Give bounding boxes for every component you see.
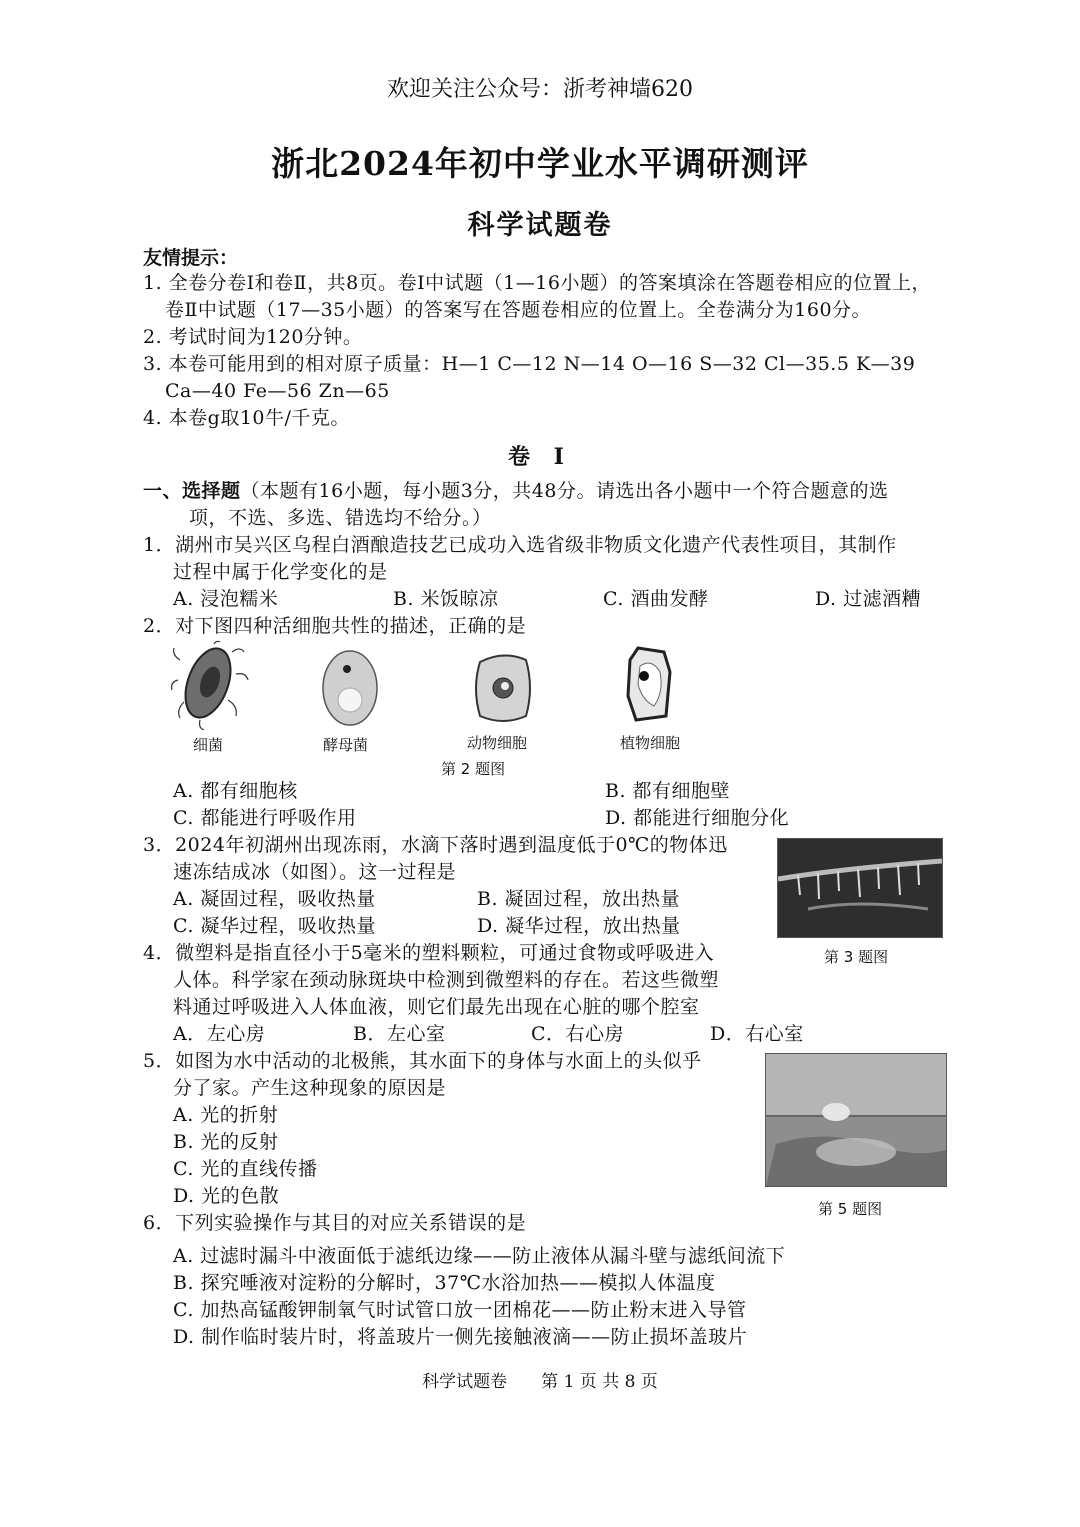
q3-option-d: D. 凝华过程，放出热量 (477, 915, 681, 937)
q6-option-c: C. 加热高锰酸钾制氧气时试管口放一团棉花——防止粉末进入导管 (173, 1299, 747, 1321)
yeast-figure (320, 648, 380, 728)
q6-option-a: A. 过滤时漏斗中液面低于滤纸边缘——防止液体从漏斗壁与滤纸间流下 (173, 1245, 786, 1267)
q5-option-c: C. 光的直线传播 (173, 1158, 318, 1180)
plant-cell-figure (626, 646, 672, 722)
tip-line: 1. 全卷分卷Ⅰ和卷Ⅱ，共8页。卷Ⅰ中试题（1—16小题）的答案填涂在答题卷相应的位置上， (143, 272, 931, 294)
q6-option-b: B. 探究唾液对淀粉的分解时，37℃水浴加热——模拟人体温度 (173, 1272, 716, 1294)
animal-cell-figure (472, 650, 534, 726)
q1-stem: 1．湖州市吴兴区乌程白酒酿造技艺已成功入选省级非物质文化遗产代表性项目，其制作 (143, 534, 897, 556)
page-title: 浙北2024年初中学业水平调研测评 (271, 144, 809, 183)
tip-line: 4. 本卷g取10牛/千克。 (143, 407, 350, 429)
q3-option-a: A. 凝固过程，吸收热量 (173, 888, 376, 910)
tips-heading: 友情提示： (143, 247, 239, 269)
q2-option-b: B. 都有细胞壁 (605, 780, 731, 802)
cell-label-yeast: 酵母菌 (323, 736, 369, 754)
q6-stem: 6．下列实验操作与其目的对应关系错误的是 (143, 1212, 527, 1234)
polar-bear-icon (766, 1054, 946, 1186)
q4-stem-2: 人体。科学家在颈动脉斑块中检测到微塑料的存在。若这些微塑 (173, 969, 720, 991)
icicle-branch-icon (778, 839, 942, 937)
tip-line: 2. 考试时间为120分钟。 (143, 326, 363, 348)
polar-bear-photo (765, 1053, 947, 1187)
section-heading-line (143, 478, 888, 505)
q3-stem: 3．2024年初湖州出现冻雨，水滴下落时遇到温度低于0℃的物体迅 (143, 834, 728, 856)
q3-option-b: B. 凝固过程，放出热量 (477, 888, 681, 910)
q1-option-d: D. 过滤酒糟 (815, 588, 922, 610)
cell-label-bacteria: 细菌 (193, 736, 224, 754)
q2-option-c: C. 都能进行呼吸作用 (173, 807, 357, 829)
q5-figure-caption: 第 5 题图 (818, 1200, 883, 1218)
q2-figure-caption: 第 2 题图 (441, 760, 506, 778)
bacteria-figure (170, 640, 250, 730)
q5-stem-2: 分了家。产生这种现象的原因是 (173, 1077, 447, 1099)
q5-option-d: D. 光的色散 (173, 1185, 280, 1207)
section-desc-2: 项，不选、多选、错选均不给分。） (189, 507, 492, 529)
q4-option-a: A．左心房 (173, 1023, 266, 1045)
section-desc: （本题有16小题，每小题3分，共48分。请选出各小题中一个符合题意的选 (240, 480, 889, 502)
q3-figure-caption: 第 3 题图 (824, 948, 889, 966)
cell-label-plant: 植物细胞 (620, 734, 681, 752)
tip-line: 3. 本卷可能用到的相对原子质量：H—1 C—12 N—14 O—16 S—32 Cl—35.5 K—39 (143, 353, 916, 375)
q1-option-b: B. 米饭晾凉 (393, 588, 499, 610)
q1-option-a: A. 浸泡糯米 (173, 588, 279, 610)
q4-option-b: B．左心室 (353, 1023, 446, 1045)
q3-stem-2: 速冻结成冰（如图）。这一过程是 (173, 861, 457, 883)
q3-option-c: C. 凝华过程，吸收热量 (173, 915, 376, 937)
q5-option-a: A. 光的折射 (173, 1104, 279, 1126)
banner-text: 欢迎关注公众号：浙考神墙620 (387, 77, 693, 102)
freezing-rain-photo (777, 838, 943, 938)
q4-option-d: D．右心室 (710, 1023, 804, 1045)
q5-stem: 5．如图为水中活动的北极熊，其水面下的身体与水面上的头似乎 (143, 1050, 702, 1072)
volume-label: 卷 Ⅰ (508, 444, 572, 470)
tip-line: 卷Ⅱ中试题（17—35小题）的答案写在答题卷相应的位置上。全卷满分为160分。 (165, 299, 872, 321)
q1-stem-2: 过程中属于化学变化的是 (173, 561, 388, 583)
q4-option-c: C．右心房 (531, 1023, 625, 1045)
q2-stem: 2．对下图四种活细胞共性的描述，正确的是 (143, 615, 527, 637)
cell-label-animal: 动物细胞 (467, 734, 528, 752)
q6-option-d: D. 制作临时装片时，将盖玻片一侧先接触液滴——防止损坏盖玻片 (173, 1326, 748, 1348)
q5-option-b: B. 光的反射 (173, 1131, 279, 1153)
page-subtitle: 科学试题卷 (467, 210, 613, 241)
tip-line: Ca—40 Fe—56 Zn—65 (165, 380, 390, 402)
page-footer: 科学试题卷 第 1 页 共 8 页 (422, 1372, 658, 1392)
q1-option-c: C. 酒曲发酵 (603, 588, 709, 610)
section-heading: 一、选择题 (143, 480, 241, 502)
q2-option-d: D. 都能进行细胞分化 (605, 807, 790, 829)
q2-option-a: A. 都有细胞核 (173, 780, 298, 802)
q4-stem: 4．微塑料是指直径小于5毫米的塑料颗粒，可通过食物或呼吸进入 (143, 942, 715, 964)
q4-stem-3: 料通过呼吸进入人体血液，则它们最先出现在心脏的哪个腔室 (173, 996, 700, 1018)
